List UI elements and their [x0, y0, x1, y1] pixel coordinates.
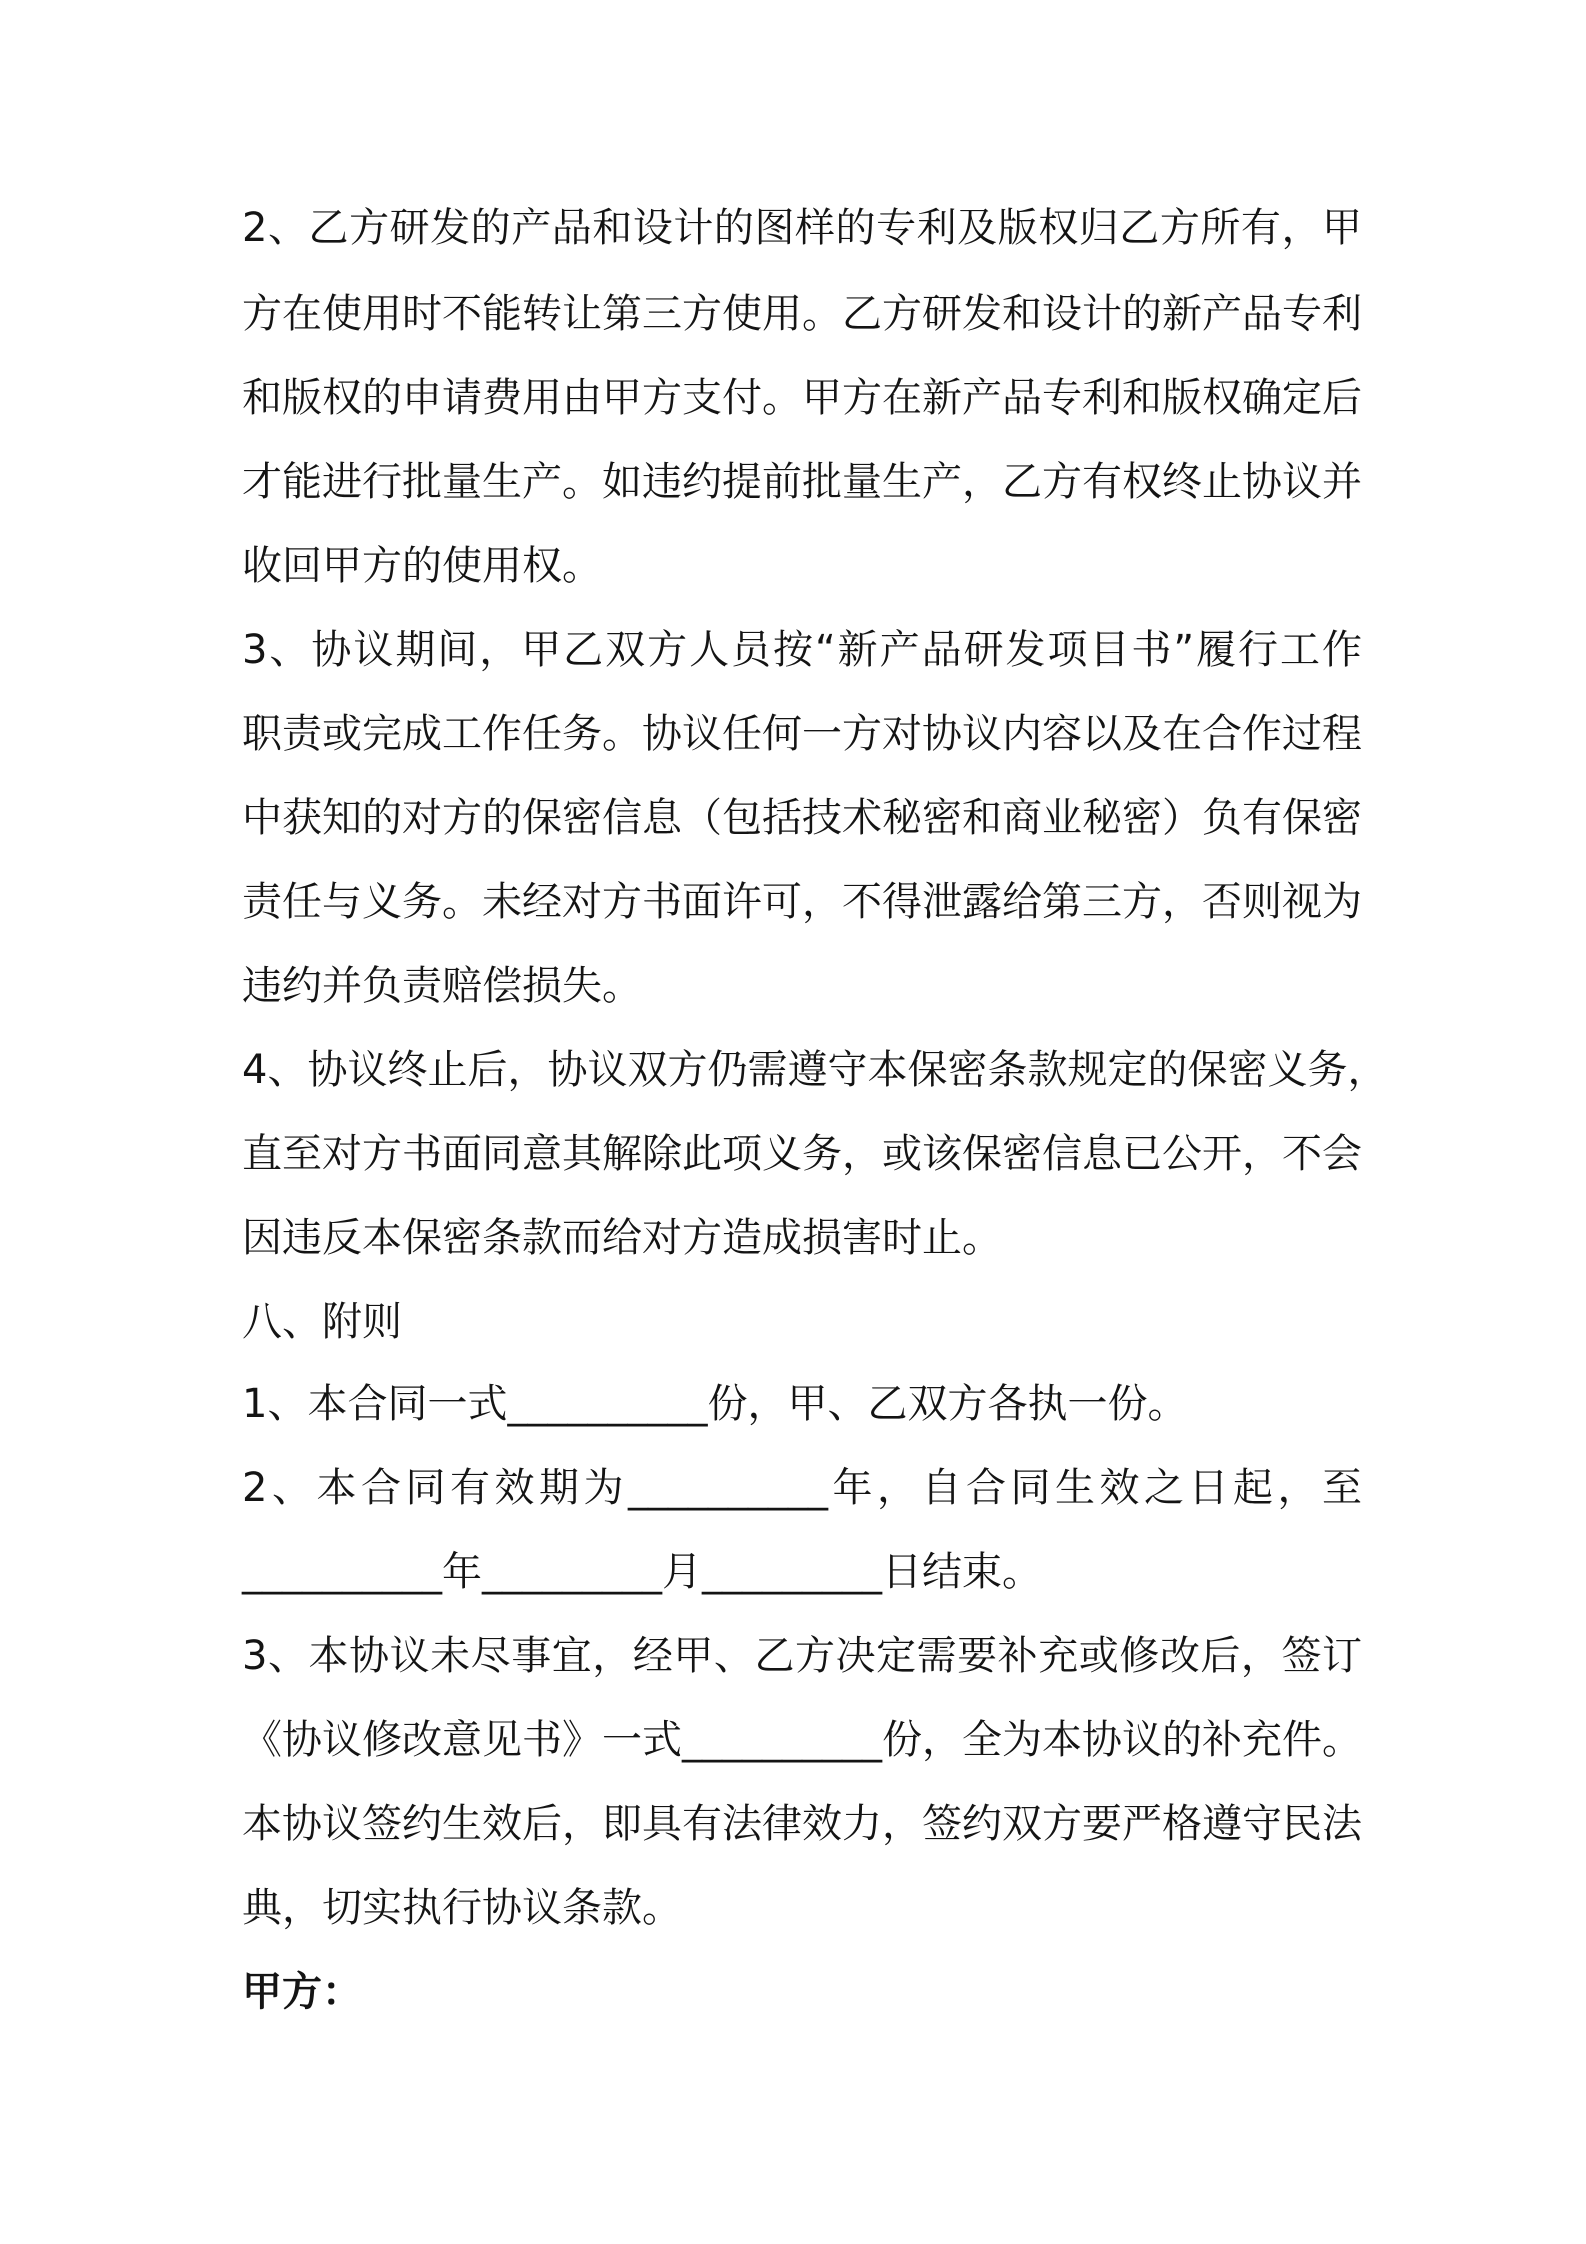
paragraph-line: 职责或完成工作任务。协议任何一方对协议内容以及在合作过程 — [242, 711, 1362, 757]
paragraph-line: 本协议签约生效后，即具有法律效力，签约双方要严格遵守民法 — [242, 1801, 1362, 1847]
paragraph-line: 违约并负责赔偿损失。 — [242, 963, 642, 1009]
section-heading: 八、附则 — [242, 1299, 402, 1345]
paragraph-line: 因违反本保密条款而给对方造成损害时止。 — [242, 1215, 1002, 1261]
paragraph-line: 责任与义务。未经对方书面许可，不得泄露给第三方，否则视为 — [242, 879, 1362, 925]
paragraph-line: 3、协议期间，甲乙双方人员按“新产品研发项目书”履行工作 — [242, 627, 1362, 673]
paragraph-line: 直至对方书面同意其解除此项义务，或该保密信息已公开，不会 — [242, 1131, 1362, 1177]
paragraph-line: 和版权的申请费用由甲方支付。甲方在新产品专利和版权确定后 — [242, 375, 1362, 421]
paragraph-line: 1、本合同一式__________份，甲、乙双方各执一份。 — [242, 1381, 1188, 1427]
paragraph-line: 才能进行批量生产。如违约提前批量生产，乙方有权终止协议并 — [242, 459, 1362, 505]
paragraph-line: 典，切实执行协议条款。 — [242, 1885, 682, 1931]
paragraph-line: 《协议修改意见书》一式__________份，全为本协议的补充件。 — [242, 1717, 1362, 1763]
paragraph-line: 4、协议终止后，协议双方仍需遵守本保密条款规定的保密义务， — [242, 1047, 1388, 1093]
paragraph-line: 方在使用时不能转让第三方使用。乙方研发和设计的新产品专利 — [242, 291, 1362, 337]
paragraph-line: 2、乙方研发的产品和设计的图样的专利及版权归乙方所有，甲 — [242, 205, 1362, 251]
paragraph-line: __________年_________月_________日结束。 — [242, 1549, 1042, 1595]
paragraph-line: 中获知的对方的保密信息（包括技术秘密和商业秘密）负有保密 — [242, 795, 1362, 841]
paragraph-line: 收回甲方的使用权。 — [242, 543, 602, 589]
party-a-label: 甲方： — [242, 1969, 362, 2015]
paragraph-line: 2、本合同有效期为__________年，自合同生效之日起，至 — [242, 1465, 1362, 1511]
paragraph-line: 3、本协议未尽事宜，经甲、乙方决定需要补充或修改后，签订 — [242, 1633, 1362, 1679]
